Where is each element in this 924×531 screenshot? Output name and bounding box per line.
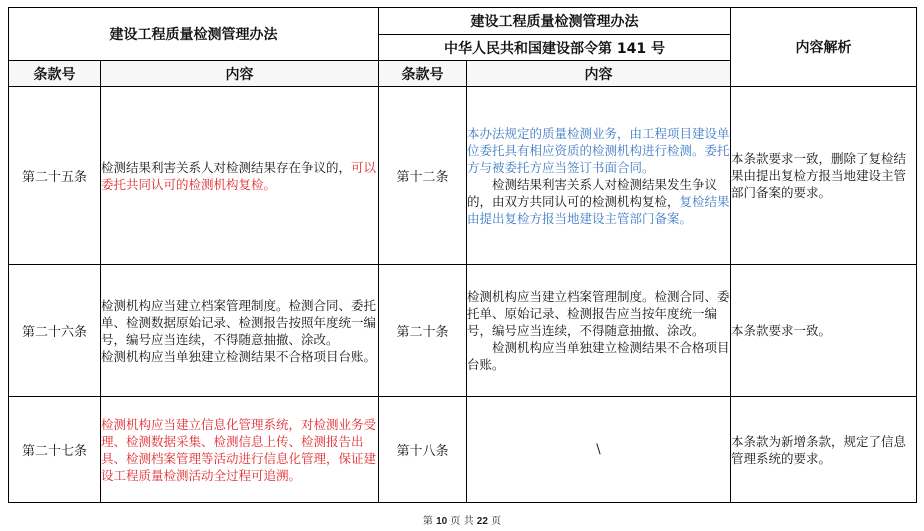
new-content-text: 检测机构应当单独建立检测结果不合格项目台账。 — [101, 348, 377, 364]
new-content-cell — [101, 265, 379, 397]
old-content-text: 检测结果利害关系人对检测结果发生争议的，由双方共同认可的检测机构复检， — [467, 176, 718, 209]
old-content-highlight: 本办法规定的质量检测业务，由工程项目建设单位委托具有相应资质的检测机构进行检测。委托方与被委托方应当签订书面合同。 — [467, 125, 730, 175]
clause-number-new: 第二十五条 — [9, 87, 101, 265]
old-content-text: 检测机构应当单独建立检测结果不合格项目台账。 — [467, 340, 730, 372]
column-header-clause-new: 条款号 — [9, 61, 101, 87]
old-content-empty: \ — [467, 397, 731, 503]
clause-number-old: 第十八条 — [379, 397, 467, 503]
column-header-content-new: 内容 — [101, 61, 379, 87]
table-row — [9, 265, 917, 397]
footer-suffix: 页 — [491, 516, 502, 527]
old-content-cell — [467, 87, 731, 265]
clause-number-new: 第二十六条 — [9, 265, 101, 397]
old-content-highlight: 复检结果由提出复检方报当地建设主管部门备案。 — [467, 193, 730, 226]
page-footer — [0, 512, 924, 527]
analysis-cell: 本条款要求一致，删除了复检结果由提出复检方报当地建设主管部门备案的要求。 — [731, 87, 917, 265]
page-total: 22 — [476, 516, 488, 527]
comparison-table — [8, 7, 917, 503]
analysis-header: 内容解析 — [731, 8, 917, 87]
new-content-text: 检测结果利害关系人对检测结果存在争议的， — [101, 159, 352, 175]
old-regulation-subtitle: 中华人民共和国建设部令第 141 号 — [379, 35, 731, 61]
table-row — [9, 397, 917, 503]
old-content-text: 检测机构应当建立档案管理制度。检测合同、委托单、原始记录、检测报告应当按年度统一编号，编号应当连续，不得随意抽撤、涂改。 — [467, 289, 730, 338]
column-header-content-old: 内容 — [467, 61, 731, 87]
table-row — [9, 87, 917, 265]
page-number: 10 — [436, 516, 448, 527]
new-content-highlight: 检测机构应当建立信息化管理系统，对检测业务受理、检测数据采集、检测信息上传、检测报告出具、检测档案管理等活动进行信息化管理，保证建设工程质量检测活动全过程可追溯。 — [101, 397, 379, 503]
new-regulation-title: 建设工程质量检测管理办法 — [9, 8, 379, 61]
new-content-text: 检测机构应当建立档案管理制度。检测合同、委托单、检测数据原始记录、检测报告按照年度统一编号，编号应当连续，不得随意抽撤、涂改。 — [101, 297, 377, 347]
clause-number-old: 第十二条 — [379, 87, 467, 265]
column-header-clause-old: 条款号 — [379, 61, 467, 87]
analysis-cell: 本条款要求一致。 — [731, 265, 917, 397]
footer-prefix: 第 — [422, 516, 433, 527]
analysis-cell: 本条款为新增条款，规定了信息管理系统的要求。 — [731, 397, 917, 503]
clause-number-old: 第二十条 — [379, 265, 467, 397]
new-content-highlight: 可以委托共同认可的检测机构复检。 — [101, 159, 377, 192]
old-regulation-title: 建设工程质量检测管理办法 — [379, 8, 731, 35]
old-content-cell — [467, 265, 731, 397]
footer-middle: 页 共 — [450, 516, 474, 527]
new-content-cell — [101, 87, 379, 265]
clause-number-new: 第二十七条 — [9, 397, 101, 503]
